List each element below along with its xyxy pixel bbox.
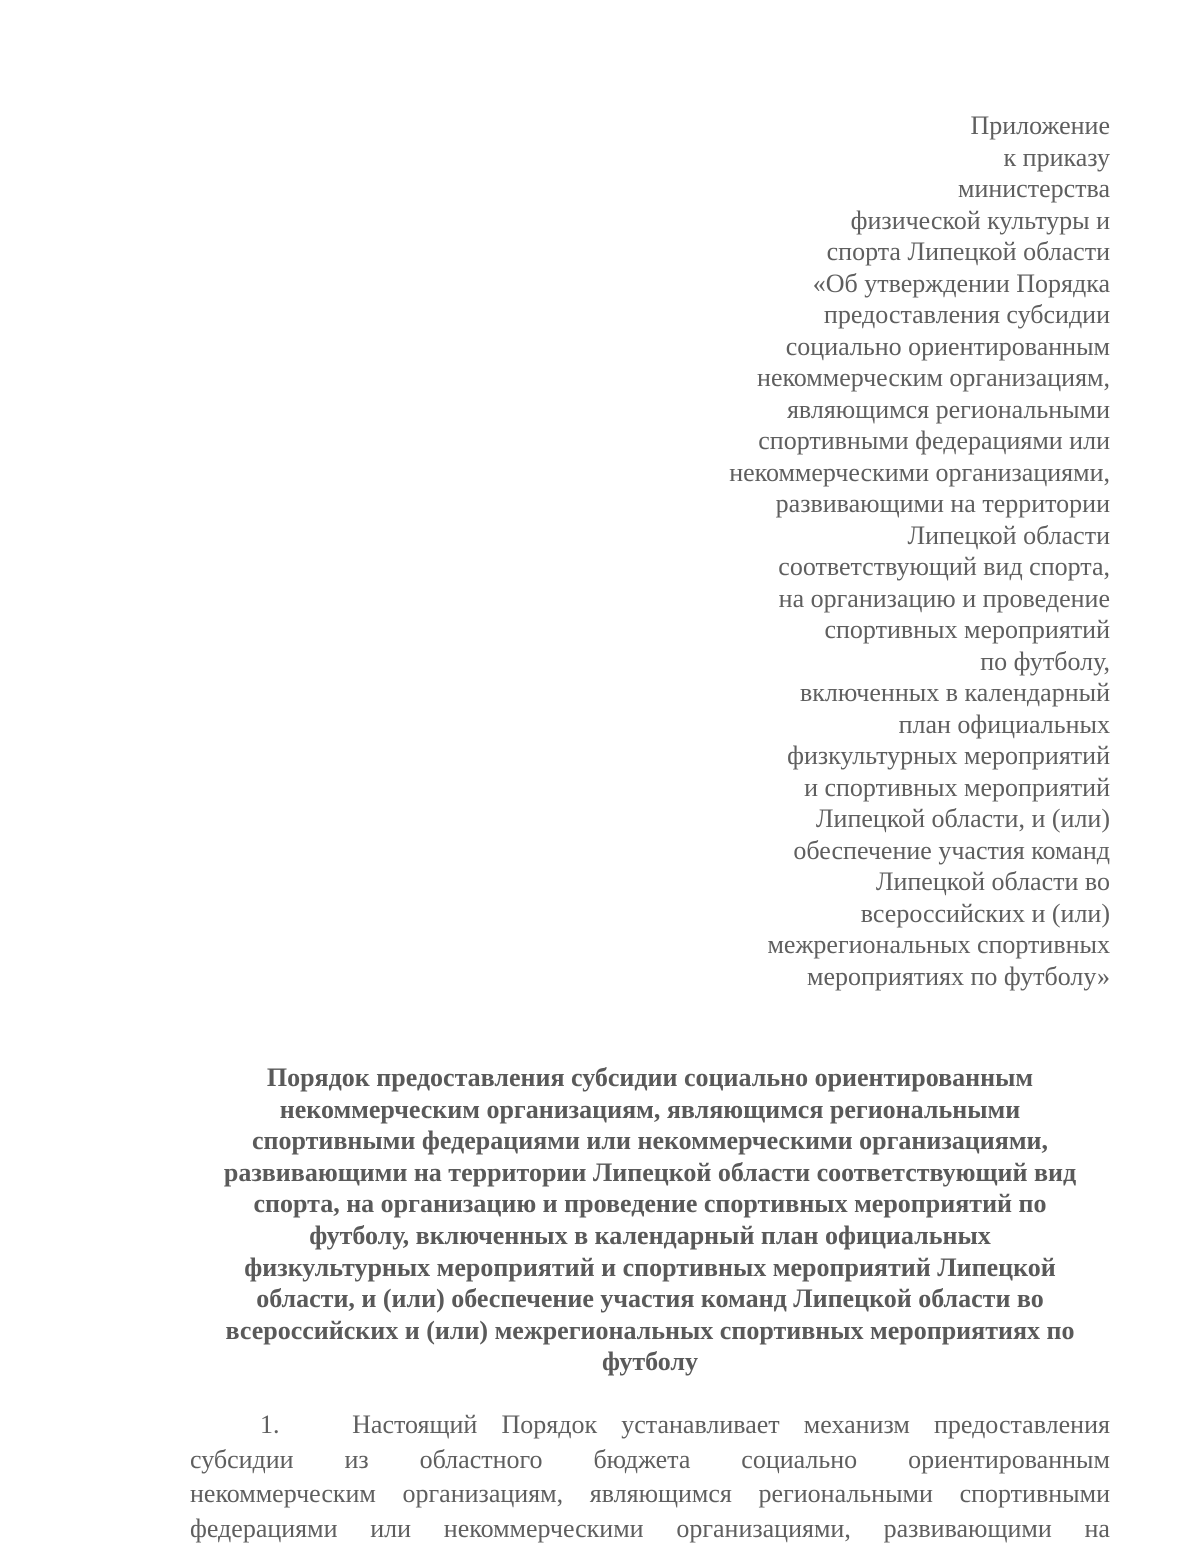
appendix-line: Липецкой области во xyxy=(875,867,1110,896)
document-title xyxy=(190,1062,1110,1378)
paragraph-word: предоставления xyxy=(933,1410,1110,1439)
title-line: Порядок предоставления субсидии социально ориентированным xyxy=(266,1063,1034,1092)
paragraph-word: областного xyxy=(419,1444,543,1474)
appendix-line: план официальных xyxy=(898,709,1110,739)
appendix-line: спортивными федерациями или xyxy=(758,426,1110,455)
appendix-line: Липецкой области, и (или) xyxy=(815,804,1110,833)
paragraph-word: устанавливает xyxy=(621,1410,780,1439)
paragraph-word: бюджета xyxy=(593,1444,691,1474)
appendix-line: министерства xyxy=(957,174,1110,203)
paragraph-line xyxy=(190,1443,1110,1478)
appendix-line: физкультурных мероприятий xyxy=(787,741,1110,770)
appendix-line: Приложение xyxy=(970,111,1110,140)
appendix-line: мероприятиях по футболу» xyxy=(807,961,1110,991)
appendix-line: на организацию и проведение xyxy=(778,583,1110,613)
paragraph-word: субсидии xyxy=(190,1444,294,1474)
paragraph-number: 1. xyxy=(260,1410,280,1439)
paragraph-line xyxy=(190,1477,1110,1512)
appendix-line: спорта Липецкой области xyxy=(826,237,1110,266)
paragraph-word: ориентированным xyxy=(908,1444,1110,1474)
appendix-line: предоставления субсидии xyxy=(823,300,1110,329)
appendix-line: соответствующий вид спорта, xyxy=(778,552,1110,581)
appendix-line: и спортивных мероприятий xyxy=(804,772,1110,802)
appendix-line: некоммерческим организациям, xyxy=(757,363,1110,392)
paragraph-word: механизм xyxy=(803,1410,910,1439)
title-line: некоммерческим организациям, являющимся региональными xyxy=(279,1094,1021,1124)
appendix-line: межрегиональных спортивных xyxy=(767,930,1110,959)
title-line: развивающими на территории Липецкой области соответствующий вид xyxy=(223,1157,1077,1187)
appendix-line: всероссийских и (или) xyxy=(860,898,1110,928)
title-line: всероссийских и (или) межрегиональных спортивных мероприятиях по xyxy=(225,1315,1075,1345)
paragraph-word: региональными xyxy=(758,1479,933,1508)
paragraph-word: Порядок xyxy=(501,1410,598,1439)
paragraph-line xyxy=(190,1408,1110,1443)
appendix-line: «Об утверждении Порядка xyxy=(812,268,1110,298)
title-line: футболу xyxy=(601,1347,698,1377)
paragraph-word: на xyxy=(1084,1513,1110,1543)
title-line: области, и (или) обеспечение участия команд Липецкой области во xyxy=(256,1284,1044,1314)
paragraph-word: спортивными xyxy=(959,1479,1110,1508)
appendix-line: развивающими на территории xyxy=(775,489,1110,518)
appendix-line: по футболу, xyxy=(980,646,1110,676)
appendix-line: к приказу xyxy=(1003,142,1110,172)
paragraph-word: организациям, xyxy=(402,1479,564,1508)
paragraph-word: некоммерческим xyxy=(190,1479,376,1508)
paragraph-word: организациями, xyxy=(676,1513,851,1543)
appendix-line: Липецкой области xyxy=(907,520,1110,550)
title-line: физкультурных мероприятий и спортивных мероприятий Липецкой xyxy=(244,1252,1056,1282)
appendix-line: являющимся региональными xyxy=(786,394,1110,424)
paragraph-1 xyxy=(190,1408,1110,1546)
paragraph-word: Настоящий xyxy=(352,1410,478,1439)
appendix-header xyxy=(650,110,1110,992)
appendix-line: спортивных мероприятий xyxy=(824,615,1110,644)
paragraph-word: или xyxy=(370,1513,412,1543)
appendix-line: включенных в календарный xyxy=(799,678,1110,707)
appendix-line: социально ориентированным xyxy=(785,331,1110,361)
paragraph-word: федерациями xyxy=(190,1513,338,1543)
title-line: футболу, включенных в календарный план официальных xyxy=(309,1220,991,1250)
paragraph-word: из xyxy=(344,1444,369,1474)
paragraph-line xyxy=(190,1512,1110,1547)
paragraph-word: развивающими xyxy=(883,1513,1052,1543)
title-line: спорта, на организацию и проведение спортивных мероприятий по xyxy=(253,1189,1047,1219)
title-line: спортивными федерациями или некоммерческими организациями, xyxy=(251,1126,1049,1156)
paragraph-word: являющимся xyxy=(589,1479,732,1508)
paragraph-word: социально xyxy=(741,1444,858,1474)
paragraph-word: некоммерческими xyxy=(443,1513,644,1543)
appendix-line: физической культуры и xyxy=(850,205,1110,235)
appendix-line: обеспечение участия команд xyxy=(793,835,1110,865)
appendix-line: некоммерческими организациями, xyxy=(729,457,1110,487)
